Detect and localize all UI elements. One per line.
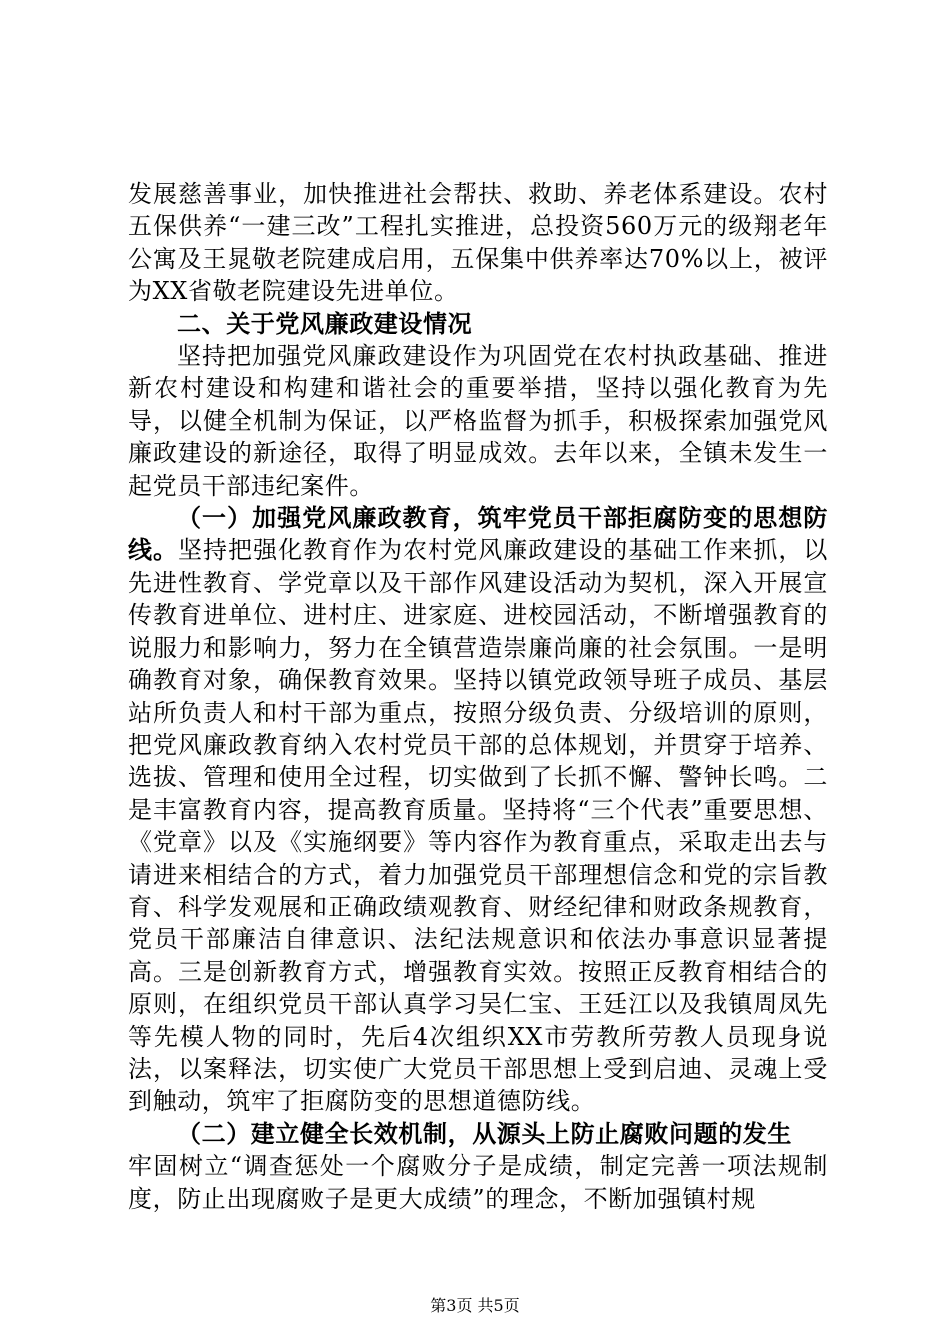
paragraph-mechanism: 牢固树立“调查惩处一个腐败分子是成绩，制定完善一项法规制度，防止出现腐败子是更大成绩”的理念，不断加强镇村规 — [128, 1152, 828, 1213]
subsection-1 — [128, 502, 828, 1118]
document-body — [128, 178, 828, 1215]
paragraph-party-conduct: 坚持把加强党风廉政建设作为巩固党在农村执政基础、推进新农村建设和构建和谐社会的重要举措，坚持以强化教育为先导，以健全机制为保证，以严格监督为抓手，积极探索加强党风廉政建设的新途径，取得了明显成效。去年以来，全镇未发生一起党员干部违纪案件。 — [128, 342, 828, 500]
subsection-1-body: 坚持把强化教育作为农村党风廉政建设的基础工作来抓，以先进性教育、学党章以及干部作风建设活动为契机，深入开展宣传教育进单位、进村庄、进家庭、进校园活动，不断增强教育的说服力和影响力，努力在全镇营造崇廉尚廉的社会氛围。一是明确教育对象，确保教育效果。坚持以镇党政领导班子成员、基层站所负责人和村干部为重点，按照分级负责、分级培训的原则，把党风廉政教育纳入农村党员干部的总体规划，并贯穿于培养、选拔、管理和使用全过程，切实做到了长抓不懈、警钟长鸣。二是丰富教育内容，提高教育质量。坚持将“三个代表”重要思想、《党章》以及《实施纲要》等内容作为教育重点，采取走出去与请进来相结合的方式，着力加强党员干部理想信念和党的宗旨教育、科学发观展和正确政绩观教育、财经纪律和财政条规教育，党员干部廉洁自律意识、法纪法规意识和依法办事意识显著提高。三是创新教育方式，增强教育实效。按照正反教育相结合的原则，在组织党员干部认真学习吴仁宝、王廷江以及我镇周凤先等先模人物的同时，先后4次组织XX市劳教所劳教人员现身说法，以案释法，切实使广大党员干部思想上受到启迪、灵魂上受到触动，筑牢了拒腐防变的思想道德防线。 — [128, 536, 828, 1116]
section-heading-2: 二、关于党风廉政建设情况 — [177, 308, 473, 338]
page-footer: 第3页 共5页 — [430, 1296, 520, 1315]
subsection-1-title: （一）加强党风廉政教育，筑牢党员干部拒腐防变的思想防线。 — [128, 503, 828, 565]
paragraph-welfare: 发展慈善事业，加快推进社会帮扶、救助、养老体系建设。农村五保供养“一建三改”工程扎实推进，总投资560万元的级翔老年公寓及王晁敬老院建成启用，五保集中供养率达70%以上，被评为XX省敬老院建设先进单位。 — [128, 180, 828, 306]
subsection-2-title: （二）建立健全长效机制，从源头上防止腐败问题的发生 — [177, 1118, 792, 1148]
